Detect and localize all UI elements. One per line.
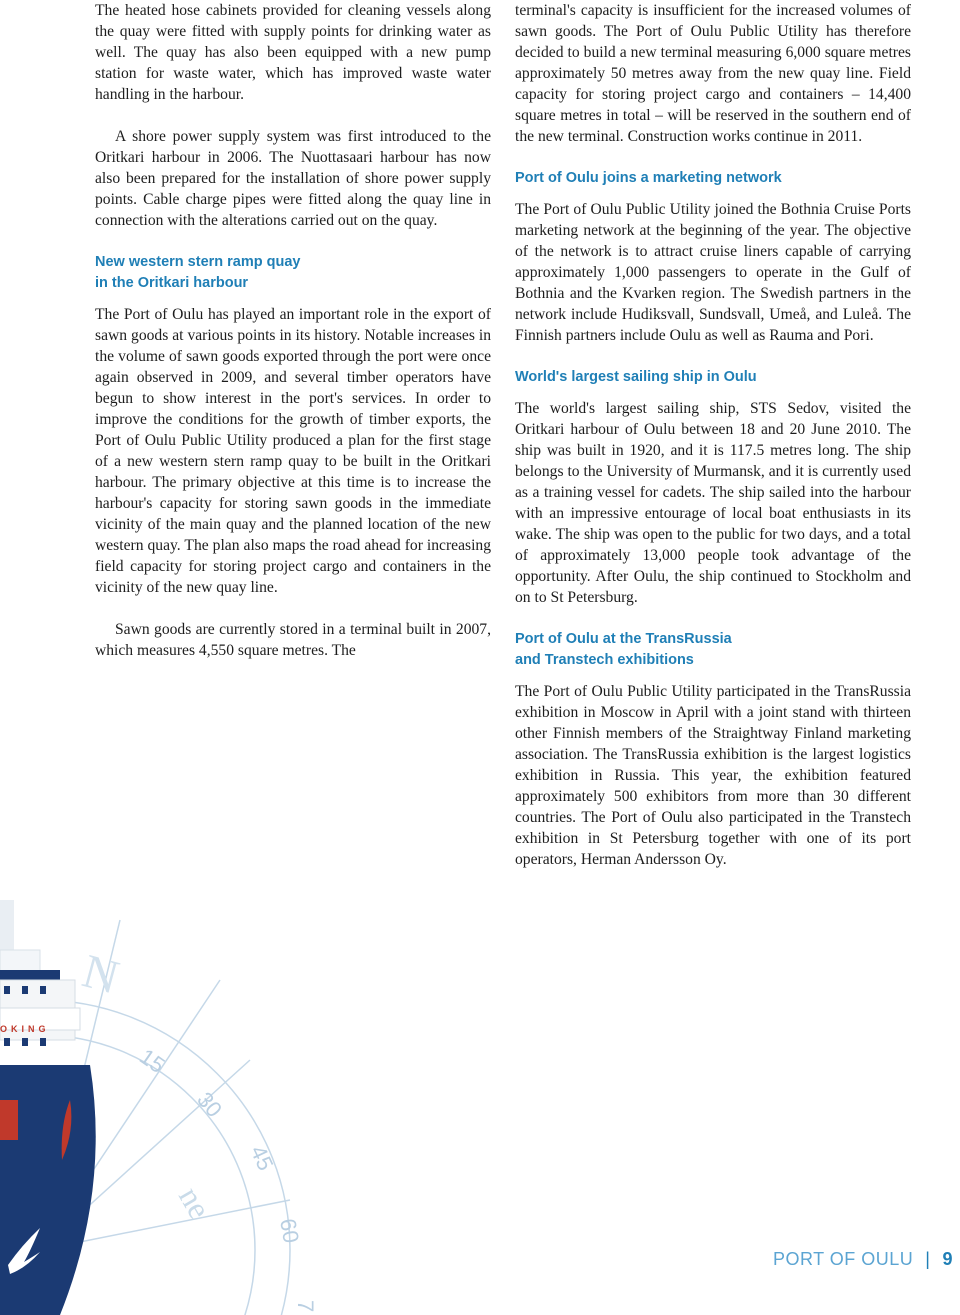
paragraph-transrussia: The Port of Oulu Public Utility participated in the TransRussia exhibition in Moscow in April with a joint stand with thirteen other Finnish members of the Straightway Finland marketing association. The TransRussia exhibition is the largest logistics exhibition in Russia. This year, the exhibition featured approximately 500 exhibitors from more than 30 different countries. The Port of Oulu also participated in the Transtech exhibition in St Petersburg together with one of its port operators, Herman Andersson Oy. [515, 683, 911, 868]
paragraph-terminal-capacity: terminal's capacity is insufficient for the increased volumes of sawn goods. The Port of Oulu Public Utility has therefore decided to build a new terminal measuring 6,000 square metres approximately 50 metres away from the new quay line. Field capacity for storing project cargo and containers – 14,400 square metres in total – will be reserved in the southern end of the new terminal. Construction works continue in 2011. [515, 2, 911, 145]
heading-exhibitions-line2: and Transtech exhibitions [515, 652, 694, 668]
footer-title: PORT OF OULU [772, 1249, 914, 1269]
compass-deg-45: 45 [245, 1141, 279, 1175]
heading-western-quay-line2: in the Oritkari harbour [95, 275, 249, 291]
page-footer [773, 1249, 953, 1270]
compass-deg-75: 7 [293, 1300, 318, 1313]
paragraph-shore-power: A shore power supply system was first introduced to the Oritkari harbour in 2006. The Nuottasaari harbour has now also been prepared for the installation of shore power supply points. Cable charge pipes were fitted along the quay line in connection with the alterations carried out on the quay. [95, 128, 491, 229]
compass-deg-15: 15 [135, 1043, 170, 1079]
heading-sailing-ship: World's largest sailing ship in Oulu [515, 369, 757, 385]
left-column [95, 0, 491, 682]
heading-marketing-network: Port of Oulu joins a marketing network [515, 170, 782, 186]
paragraph-sts-sedov: The world's largest sailing ship, STS Sedov, visited the Oritkari harbour of Oulu between 18 and 20 June 2010. The ship was built in 1920, and it is 117.5 metres long. The ship belongs to the University of Murmansk, and it is currently used as a training vessel for cadets. The ship sailed into the harbour with an impressive entourage of local boat enthusiasts in its wake. The ship was open to the public for two days, and a total of approximately 13,000 people took advantage of the opportunity. After Oulu, the ship continued to Stockholm and on to St Petersburg. [515, 400, 911, 606]
paragraph-sawn-goods-terminal: Sawn goods are currently stored in a terminal built in 2007, which measures 4,550 square metres. The [95, 621, 491, 659]
heading-western-quay [95, 252, 491, 294]
compass-deg-60: 60 [275, 1216, 304, 1245]
right-column [515, 0, 911, 891]
compass-letter-n: N [77, 944, 125, 1005]
compass-ne: ne [171, 1180, 219, 1225]
paragraph-sawn-goods-export: The Port of Oulu has played an important role in the export of sawn goods at various points in its history. Notable increases in the volume of sawn goods exported through the port were once again observed in 2009, and several timber operators have begun to show interest in the port's services. In order to improve the conditions for the growth of timber exports, the Port of Oulu Public Utility produced a plan for the first stage of a new western stern ramp quay to be built in the Oritkari harbour. The primary objective at this time is to increase the harbour's capacity for storing sawn goods in the immediate vicinity of the main quay and the planned location of the new western quay. The plan also maps the road ahead for increasing field capacity for storing project cargo and containers in the vicinity of the new quay line. [95, 306, 491, 596]
heading-western-quay-line1: New western stern ramp quay [95, 254, 301, 270]
footer-separator: | [925, 1249, 931, 1269]
ship-compass-illustration [0, 860, 330, 1315]
paragraph-bothnia-cruise-ports: The Port of Oulu Public Utility joined the Bothnia Cruise Ports marketing network at the beginning of the year. The objective of the network is to attract cruise liners capable of carrying approximately 1,000 passengers to operate in the Gulf of Bothnia and the Kvarken region. The Swedish partners in the network include Hudiksvall, Sundsvall, Umeå, and Luleå. The Finnish partners include Oulu as well as Rauma and Pori. [515, 201, 911, 344]
compass-deg-30: 30 [192, 1087, 228, 1122]
page-number: 9 [942, 1249, 953, 1269]
heading-exhibitions-line1: Port of Oulu at the TransRussia [515, 631, 732, 647]
hull-mark [0, 1100, 18, 1140]
heading-exhibitions [515, 629, 911, 671]
ship-name-text: OKING [0, 1024, 50, 1034]
paragraph-hose-cabinets: The heated hose cabinets provided for cleaning vessels along the quay were fitted with supply points for drinking water as well. The quay has also been equipped with a new pump station for waste water, which has improved waste water handling in the harbour. [95, 2, 491, 103]
